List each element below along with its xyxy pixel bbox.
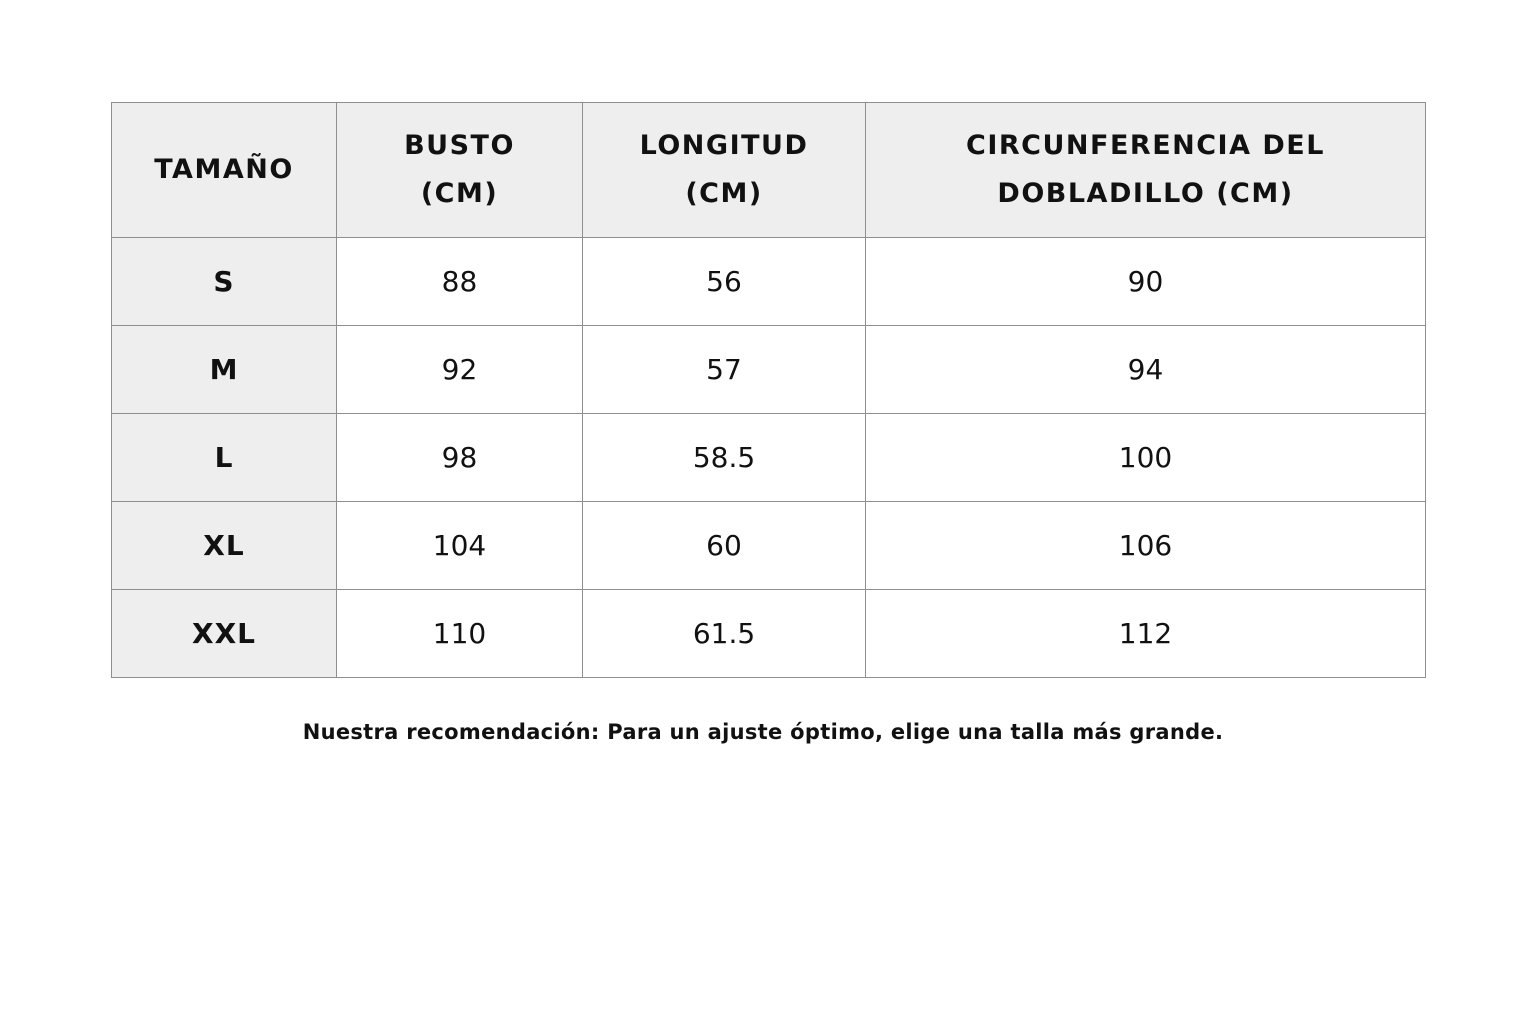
size-cell: XXL xyxy=(112,590,337,678)
header-longitud-line-2: (CM) xyxy=(685,178,763,209)
table-row xyxy=(112,502,1426,590)
busto-cell: 92 xyxy=(337,326,583,414)
header-busto xyxy=(337,103,583,238)
dobladillo-cell: 90 xyxy=(866,238,1426,326)
longitud-cell: 56 xyxy=(583,238,866,326)
longitud-cell: 58.5 xyxy=(583,414,866,502)
table-row xyxy=(112,414,1426,502)
size-cell: L xyxy=(112,414,337,502)
table-row xyxy=(112,590,1426,678)
header-size xyxy=(112,103,337,238)
busto-cell: 98 xyxy=(337,414,583,502)
busto-cell: 88 xyxy=(337,238,583,326)
table-header xyxy=(112,103,1426,238)
header-dobladillo xyxy=(866,103,1426,238)
header-longitud-line-1: LONGITUD xyxy=(639,130,809,161)
header-busto-line-1: BUSTO xyxy=(404,130,515,161)
size-chart-table xyxy=(111,102,1426,678)
table-row xyxy=(112,238,1426,326)
header-longitud xyxy=(583,103,866,238)
size-cell: XL xyxy=(112,502,337,590)
dobladillo-cell: 100 xyxy=(866,414,1426,502)
table-body xyxy=(112,238,1426,678)
dobladillo-cell: 112 xyxy=(866,590,1426,678)
header-size-label: TAMAÑO xyxy=(154,154,294,185)
size-cell: M xyxy=(112,326,337,414)
header-dobladillo-line-2: DOBLADILLO (CM) xyxy=(997,178,1294,209)
header-row xyxy=(112,103,1426,238)
size-cell: S xyxy=(112,238,337,326)
longitud-cell: 61.5 xyxy=(583,590,866,678)
table-row xyxy=(112,326,1426,414)
dobladillo-cell: 106 xyxy=(866,502,1426,590)
header-busto-line-2: (CM) xyxy=(420,178,499,209)
header-dobladillo-line-1: CIRCUNFERENCIA DEL xyxy=(966,130,1325,161)
longitud-cell: 60 xyxy=(583,502,866,590)
busto-cell: 110 xyxy=(337,590,583,678)
longitud-cell: 57 xyxy=(583,326,866,414)
dobladillo-cell: 94 xyxy=(866,326,1426,414)
size-recommendation-note: Nuestra recomendación: Para un ajuste óptimo, elige una talla más grande. xyxy=(302,720,1224,744)
busto-cell: 104 xyxy=(337,502,583,590)
